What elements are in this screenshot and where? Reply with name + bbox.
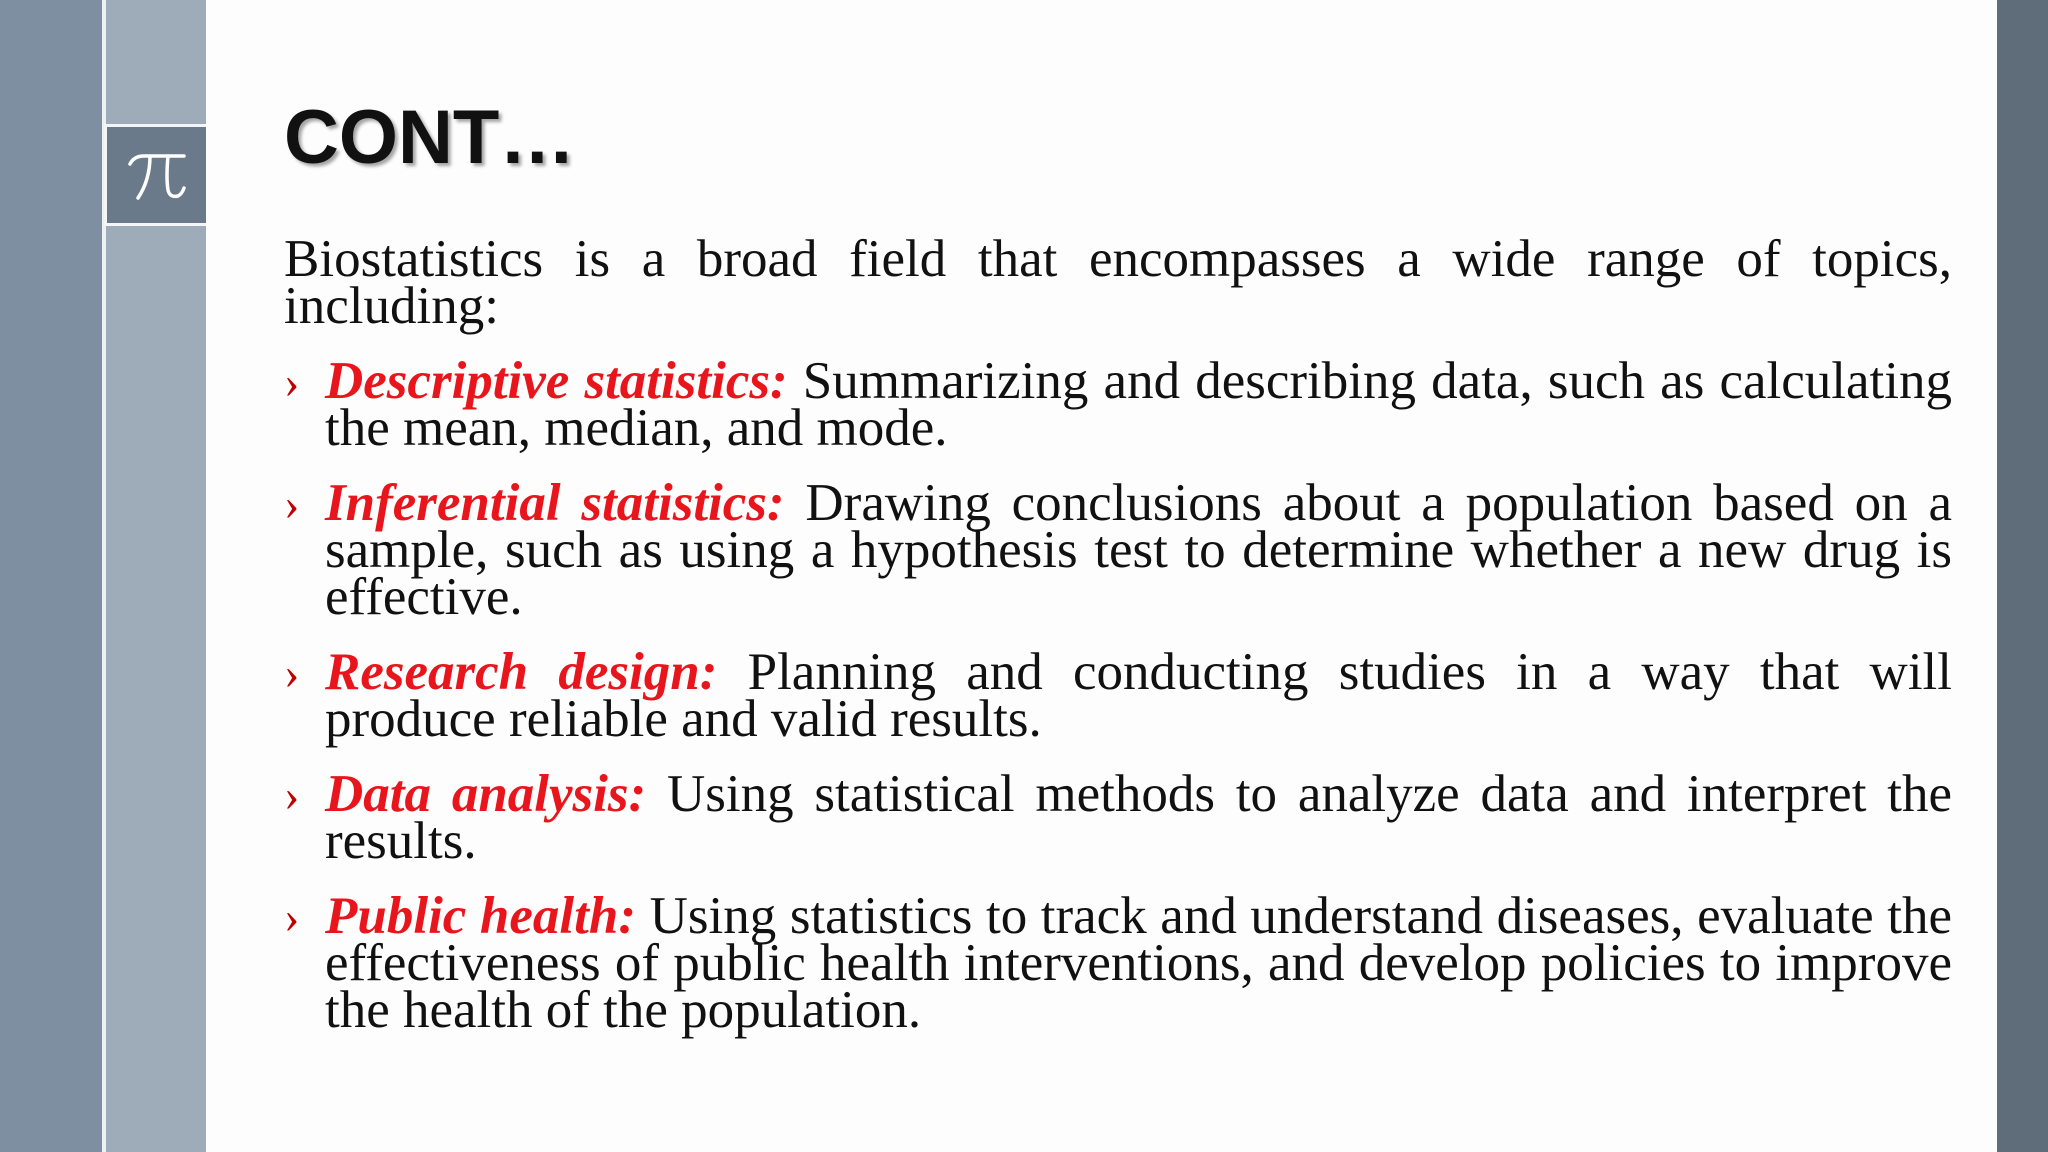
bullet-text: Drawing conclusions about a population based on a sample, such as using a hypothesis test to determine whether a new drug is effective. [325, 474, 1952, 626]
right-band [1997, 0, 2048, 1152]
slide-title: CONT… [284, 95, 576, 180]
intro-paragraph: Biostatistics is a broad field that encompasses a wide range of topics, including: [284, 230, 1952, 335]
pi-badge [104, 124, 206, 226]
bullet-term: Public health: [325, 887, 636, 945]
pi-icon [122, 140, 192, 210]
list-item-data-analysis [284, 765, 1952, 870]
list-item-public-health [284, 887, 1952, 1039]
list-item-descriptive-statistics [284, 352, 1952, 457]
list-item-research-design [284, 643, 1952, 748]
bullet-marker: › [284, 891, 300, 942]
bullet-term: Inferential statistics: [325, 474, 785, 532]
bullet-text: Summarizing and describing data, such as calculating the mean, median, and mode. [325, 352, 1952, 457]
bullet-term: Descriptive statistics: [325, 352, 788, 410]
bullet-text: Planning and conducting studies in a way that will produce reliable and valid results. [325, 643, 1952, 748]
left-band-dark [0, 0, 102, 1152]
bullet-text: Using statistics to track and understand diseases, evaluate the effectiveness of public health interventions, and develop policies to improve the health of the population. [325, 887, 1952, 1039]
list-item-inferential-statistics [284, 474, 1952, 626]
bullet-term: Research design: [325, 643, 718, 701]
bullet-marker: › [284, 478, 300, 529]
bullet-term: Data analysis: [325, 765, 647, 823]
bullet-marker: › [284, 647, 300, 698]
bullet-text: Using statistical methods to analyze data and interpret the results. [325, 765, 1952, 870]
slide-content [284, 230, 1952, 1062]
bullet-marker: › [284, 769, 300, 820]
bullet-marker: › [284, 356, 300, 407]
topic-list [284, 352, 1952, 1039]
